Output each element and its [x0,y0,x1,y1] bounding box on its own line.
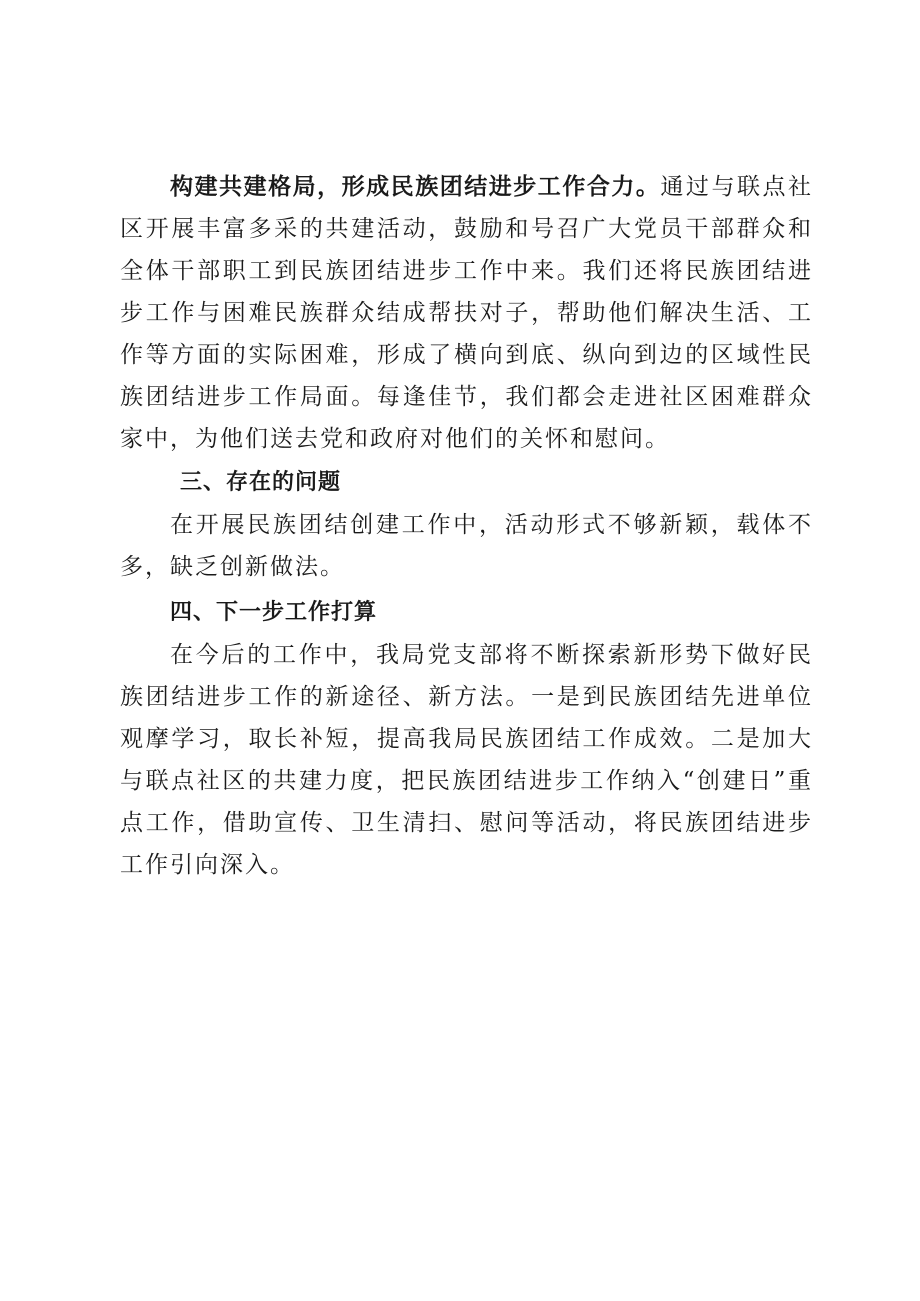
paragraph-text: 通过与联点社区开展丰富多采的共建活动，鼓励和号召广大党员干部群众和全体干部职工到民族团结进步工作中来。我们还将民族团结进步工作与困难民族群众结成帮扶对子，帮助他们解决生活、工作等方面的实际困难，形成了横向到底、纵向到边的区域性民族团结进步工作局面。每逢佳节，我们都会走进社区困难群众家中，为他们送去党和政府对他们的关怀和慰问。 [120,174,814,452]
paragraph-lead-bold: 构建共建格局，形成民族团结进步工作合力。 [170,174,661,200]
paragraph-next-steps: 在今后的工作中，我局党支部将不断探索新形势下做好民族团结进步工作的新途径、新方法。一是到民族团结先进单位观摩学习，取长补短，提高我局民族团结工作成效。二是加大与联点社区的共建力度，把民族团结进步工作纳入“创建日”重点工作，借助宣传、卫生清扫、慰问等活动，将民族团结进步工作引向深入。 [120,642,813,878]
section-heading-problems: 三、存在的问题 [180,470,342,495]
document-body [120,166,813,886]
section-heading-next-steps: 四、下一步工作打算 [170,600,378,625]
paragraph-cobuilding [120,166,813,460]
paragraph-problems: 在开展民族团结创建工作中，活动形式不够新颖，载体不多，缺乏创新做法。 [120,512,813,580]
